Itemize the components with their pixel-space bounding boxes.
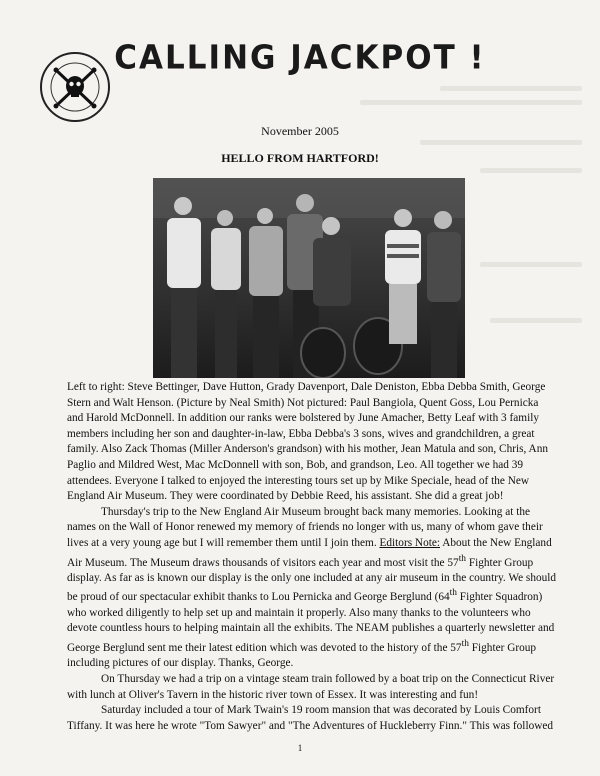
page-number: 1 — [297, 743, 303, 753]
museum-trip-text: Thursday's trip to the New England Air Museum brought back many memories. Looking at the names on the Wall of Honor renewed my memory of friends no longer with us, many of whom gave their lives at a very young age but I will remember them until I join them. — [67, 505, 543, 549]
ordinal-suffix: th — [449, 588, 457, 599]
bleed-through-line — [360, 100, 582, 105]
article-headline: HELLO FROM HARTFORD! — [221, 151, 379, 165]
newsletter-title: CALLING JACKPOT ! — [114, 39, 486, 77]
bleed-through-line — [480, 168, 582, 173]
museum-trip-text: About the New England Air Museum. The Museum draws thousands of visitors each year and most visit the 57 — [67, 536, 552, 569]
ordinal-suffix: th — [461, 639, 469, 650]
ordinal-suffix: th — [458, 553, 467, 564]
group-photo — [153, 178, 465, 378]
group-photo-image — [153, 178, 465, 378]
bleed-through-line — [420, 140, 582, 145]
issue-date: November 2005 — [261, 124, 339, 138]
bleed-through-line — [440, 86, 582, 91]
bleed-through-line — [490, 318, 582, 323]
editors-note-label: Editors Note: — [379, 536, 441, 549]
museum-trip-text: Fighter Squadron) who worked diligently to help set up and maintain it properly. Also many thanks to the volunteers who devote countless hours to helping maintain all the exhibits. The NEAM publishes a quarterly newsletter and George Berglund sent me their latest edition which was devoted to the history of the 57 — [67, 591, 555, 654]
train-trip-paragraph: On Thursday we had a trip on a vintage steam train followed by a boat trip on the Connecticut River with lunch at Oliver's Tavern in the historic river town of Essex. It was interesting and fun! — [67, 672, 555, 701]
photo-caption-paragraph: Left to right: Steve Bettinger, Dave Hutton, Grady Davenport, Dale Deniston, Ebba Debba Smith, George Stern and Walt Henson. (Picture by Neal Smith) Not pictured: Paul Bangiola, Quent Goss, Lou Pernicka and Harold McDonnell. In addition our ranks were bolstered by June Amacher, Betty Leaf with 3 family members including her son and daughter-in-law, Ebba Debba's 3 sons, wives and grandchildren, a great family. Also Zack Thomas (Miller Anderson's grandson) with his mother, Jean Matula and son, Chris, Ann Paglio and Mildred West, Mac McDonnell with son, Bob, and grandson, Leo. All together we had 39 attendees. Everyone I talked to enjoyed the interesting tours set up by Mike Speciale, head of the New England Air Museum. They were coordinated by Debbie Reed, his assistant. She did a great job! — [67, 381, 549, 503]
museum-trip-text: Fighter Group including pictures of our display. Thanks, George. — [67, 641, 537, 670]
article-body — [67, 380, 557, 734]
bleed-through-line — [480, 262, 582, 267]
museum-trip-text: Fighter Group display. As far as is known our display is the only one included at any air museum in the country. We should be proud of our spectacular exhibit thanks to Lou Pernicka and George Berglund (64 — [67, 556, 557, 604]
twain-tour-paragraph: Saturday included a tour of Mark Twain's 19 room mansion that was decorated by Louis Comfort Tiffany. It was here he wrote "Tom Sawyer" and "The Adventures of Huckleberry Finn." This was followed — [67, 704, 554, 732]
museum-trip-paragraph — [67, 505, 557, 672]
